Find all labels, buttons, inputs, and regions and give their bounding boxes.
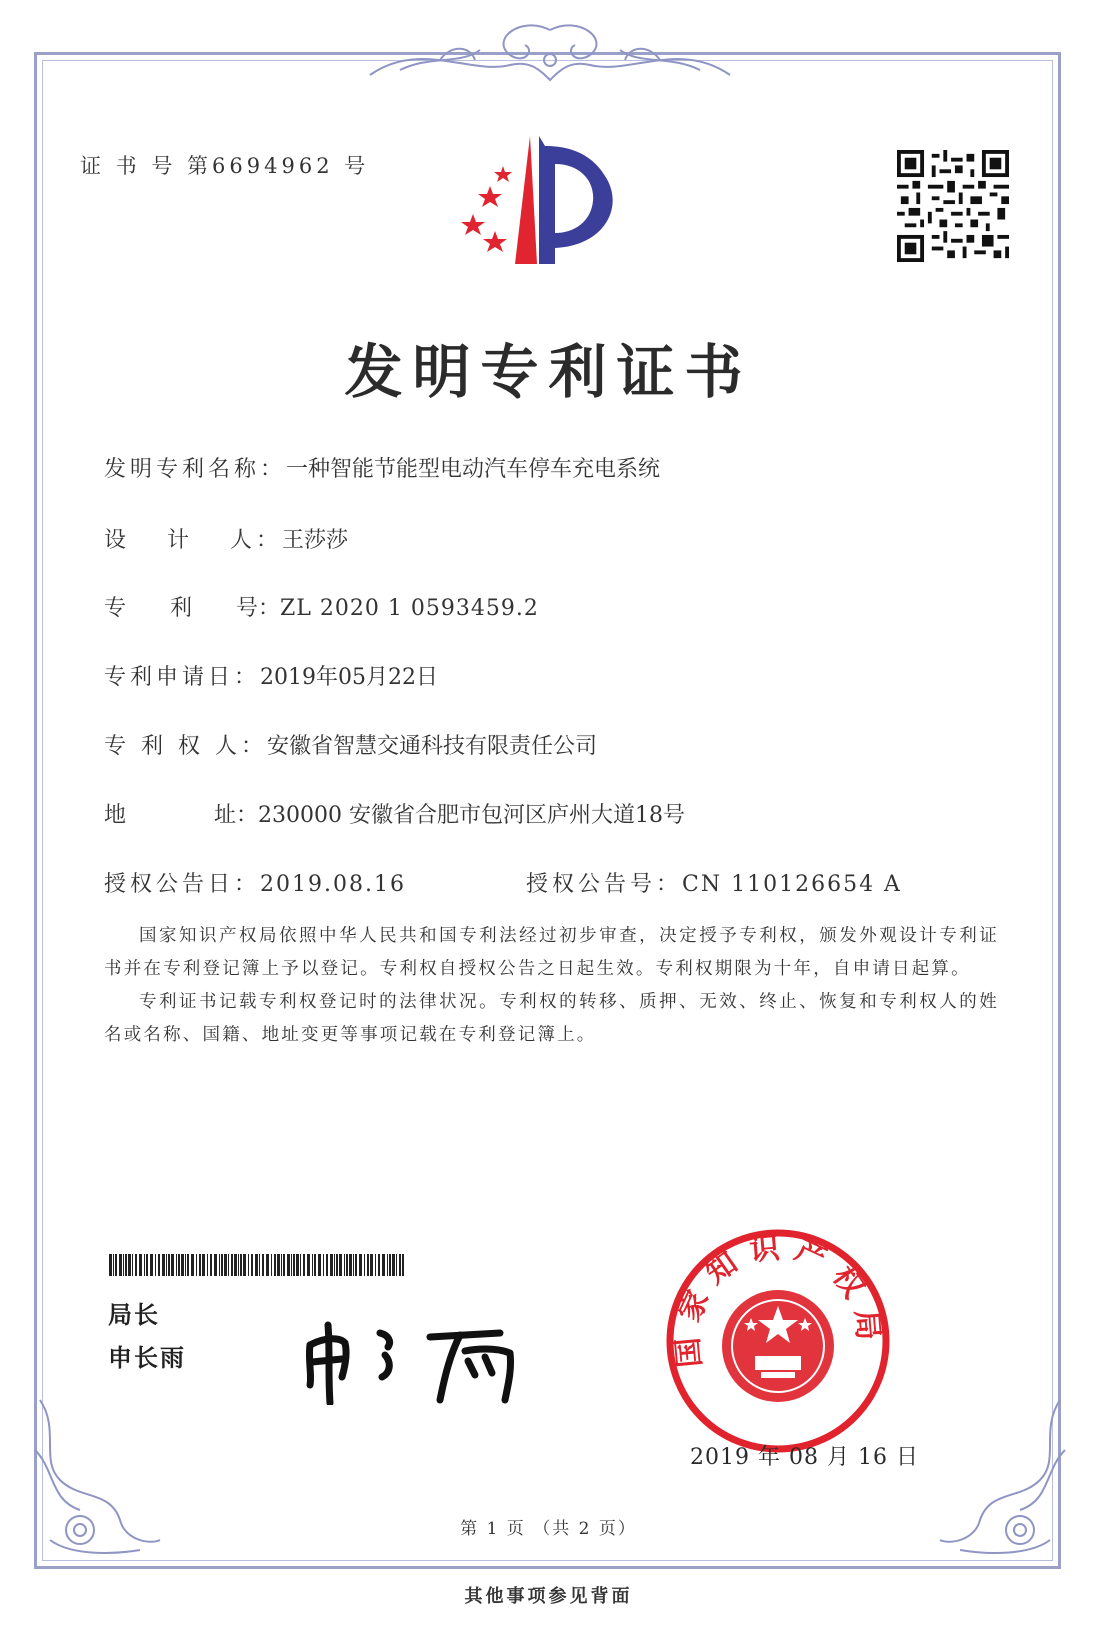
patent-number-value: ZL 2020 1 0593459.2 [280, 596, 539, 621]
grant-date-label: 授权公告日： [104, 872, 261, 897]
designer-value: 王莎莎 [282, 528, 349, 553]
grant-date-row [104, 867, 406, 898]
application-date-value: 2019年05月22日 [260, 665, 438, 690]
patentee-value: 安徽省智慧交通科技有限责任公司 [266, 734, 597, 759]
patent-name-label: 发明专利名称： [104, 457, 287, 482]
patent-name-value: 一种智能节能型电动汽车停车充电系统 [286, 457, 661, 482]
page-number: 第 1 页 （共 2 页） [460, 1519, 637, 1539]
official-seal [663, 1226, 893, 1456]
director-title: 局长 [108, 1301, 160, 1329]
statement-paragraph-1: 国家知识产权局依照中华人民共和国专利法经过初步审查，决定授予专利权，颁发外观设计专利证书并在专利登记簿上予以登记。专利权自授权公告之日起生效。专利权期限为十年，自申请日起算。 [104, 926, 999, 979]
address-label: 地 址： [104, 803, 259, 828]
address-value: 230000 安徽省合肥市包河区庐州大道18号 [258, 803, 685, 828]
designer-label: 设 计 人： [104, 528, 282, 553]
address-row [104, 798, 685, 829]
application-date-row [104, 660, 438, 691]
director-signature [300, 1315, 540, 1405]
grant-number-row [526, 867, 902, 898]
patent-office-logo [455, 136, 625, 271]
seal-date: 2019 年 08 月 16 日 [690, 1445, 919, 1470]
patent-number-label: 专 利 号： [104, 596, 281, 621]
certificate-title: 发明专利证书 [344, 338, 753, 406]
application-date-label: 专利申请日： [104, 665, 261, 690]
patent-name-row [104, 452, 660, 483]
statement-paragraph-2: 专利证书记载专利权登记时的法律状况。专利权的转移、质押、无效、终止、恢复和专利权人的姓名或名称、国籍、地址变更等事项记载在专利登记簿上。 [104, 992, 999, 1045]
patentee-row [104, 729, 597, 760]
director-name: 申长雨 [108, 1344, 186, 1372]
back-note: 其他事项参见背面 [464, 1586, 633, 1607]
grant-date-value: 2019.08.16 [260, 872, 406, 897]
certificate-number: 证 书 号 第6694962 号 [80, 154, 370, 178]
qr-code[interactable] [897, 150, 1009, 262]
seal-text: 国家知识产权局 [669, 1229, 887, 1370]
grant-number-value: CN 110126654 A [682, 872, 902, 897]
patentee-label: 专 利 权 人： [104, 734, 267, 759]
barcode [109, 1254, 404, 1276]
designer-row [104, 523, 348, 554]
grant-number-label: 授权公告号： [526, 872, 683, 897]
top-ornament [360, 20, 740, 90]
patent-number-row [104, 591, 539, 622]
statement-text [104, 920, 999, 1052]
